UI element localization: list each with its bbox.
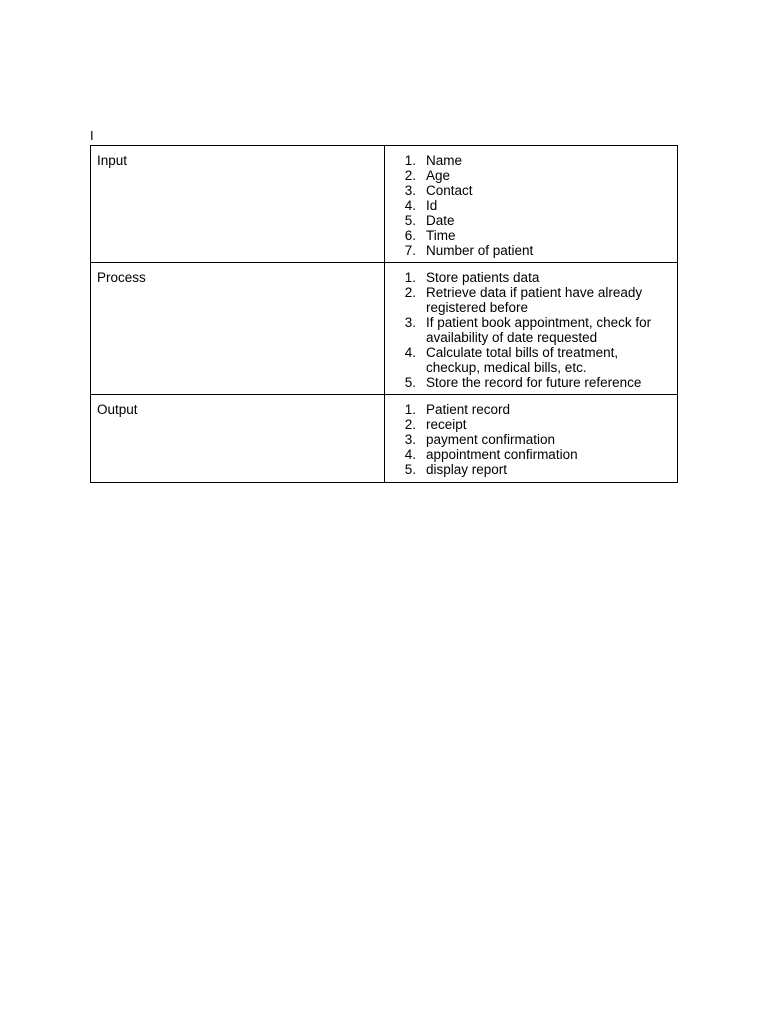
list-item-text: Number of patient bbox=[426, 243, 534, 258]
list-item-number: 4. bbox=[404, 345, 416, 360]
list-item bbox=[385, 243, 669, 258]
list-item-text: payment confirmation bbox=[426, 432, 556, 447]
list-item-number: 2. bbox=[404, 417, 416, 432]
list-item-number: 6. bbox=[404, 228, 416, 243]
list-item-number: 4. bbox=[404, 447, 416, 462]
list-item bbox=[385, 432, 669, 447]
list-item-text: Calculate total bills of treatment, checkup, medical bills, etc. bbox=[426, 345, 619, 375]
list-item bbox=[385, 183, 669, 198]
row-items-input bbox=[385, 146, 678, 263]
list-item bbox=[385, 153, 669, 168]
row-label-output: Output bbox=[91, 395, 385, 483]
list-item-number: 3. bbox=[404, 183, 416, 198]
list-item bbox=[385, 270, 669, 285]
list-item-text: Age bbox=[426, 168, 451, 183]
table-row-input bbox=[91, 146, 678, 263]
list-item bbox=[385, 345, 669, 375]
list-item bbox=[385, 375, 669, 390]
list-item bbox=[385, 315, 669, 345]
row-items-output bbox=[385, 395, 678, 483]
list-item bbox=[385, 417, 669, 432]
list-item-number: 3. bbox=[404, 432, 416, 447]
list-item-number: 4. bbox=[404, 198, 416, 213]
list-item bbox=[385, 168, 669, 183]
list-item-text: Store the record for future reference bbox=[426, 375, 642, 390]
row-label-input: Input bbox=[91, 146, 385, 263]
list-item-text: Patient record bbox=[426, 402, 511, 417]
list-item-text: receipt bbox=[426, 417, 467, 432]
list-item-text: Date bbox=[426, 213, 455, 228]
list-item bbox=[385, 447, 669, 462]
list-item-text: Time bbox=[426, 228, 456, 243]
list-item-text: Id bbox=[426, 198, 438, 213]
table-row-output bbox=[91, 395, 678, 483]
list-item-number: 2. bbox=[404, 168, 416, 183]
list-item-number: 1. bbox=[404, 153, 416, 168]
numbered-list bbox=[385, 270, 669, 390]
stray-text-mark: I bbox=[90, 128, 94, 143]
list-item bbox=[385, 213, 669, 228]
table-row-process bbox=[91, 263, 678, 395]
list-item-text: Name bbox=[426, 153, 463, 168]
list-item bbox=[385, 462, 669, 477]
list-item-text: If patient book appointment, check for availability of date requested bbox=[426, 315, 652, 345]
list-item-text: Contact bbox=[426, 183, 473, 198]
list-item-number: 1. bbox=[404, 270, 416, 285]
list-item-text: Retrieve data if patient have already registered before bbox=[426, 285, 643, 315]
list-item-number: 3. bbox=[404, 315, 416, 330]
list-item-number: 7. bbox=[404, 243, 416, 258]
list-item-number: 5. bbox=[404, 462, 416, 477]
list-item bbox=[385, 402, 669, 417]
list-item bbox=[385, 198, 669, 213]
numbered-list bbox=[385, 402, 669, 477]
list-item-text: display report bbox=[426, 462, 508, 477]
list-item-number: 1. bbox=[404, 402, 416, 417]
list-item-text: appointment confirmation bbox=[426, 447, 578, 462]
list-item-number: 2. bbox=[404, 285, 416, 300]
numbered-list bbox=[385, 153, 669, 258]
list-item-number: 5. bbox=[404, 213, 416, 228]
list-item bbox=[385, 228, 669, 243]
list-item bbox=[385, 285, 669, 315]
list-item-text: Store patients data bbox=[426, 270, 540, 285]
ipo-table bbox=[90, 145, 678, 483]
row-label-process: Process bbox=[91, 263, 385, 395]
row-items-process bbox=[385, 263, 678, 395]
list-item-number: 5. bbox=[404, 375, 416, 390]
